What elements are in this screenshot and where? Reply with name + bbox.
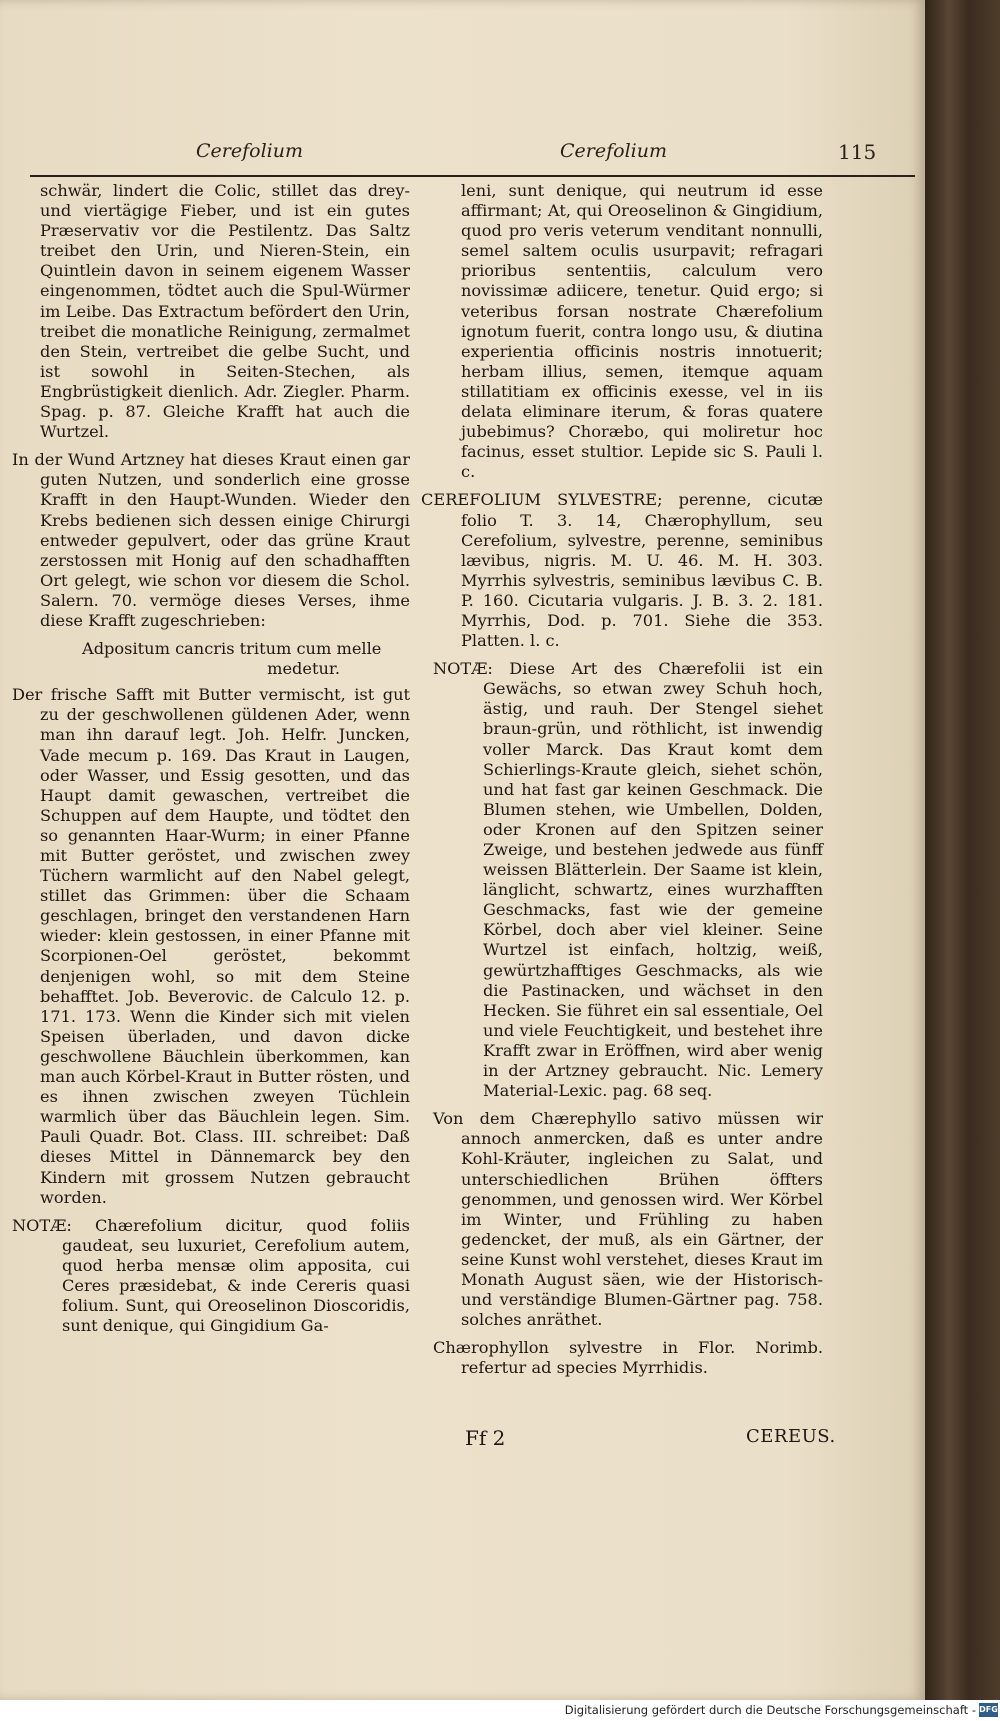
header-rule <box>30 175 915 177</box>
left-column <box>12 181 410 1344</box>
paragraph-right-1: leni, sunt denique, qui neutrum id esse affirmant; At, qui Oreoselinon & Gingidium, quod pro veris veterum venditant nonnulli, semel saltem oculis usurpavit; refragari prioribus sententiis, calculum vero novissimæ adiicere, tenetur. Quid ergo; si veteribus forsan nostrate Chærefolium ignotum fuerit, contra longo usu, & diutina experientia officinis nostris innotuerit; herbam illius, semen, itemque aquam stillatitiam ex officinis exesse, vel in iis delata eliminare iterum, & foras quatere jubebimus? Choræbo, qui moliretur hoc facinus, esset stultior. Lepide sic S. Pauli l. c. <box>461 181 823 482</box>
page-number: 115 <box>838 140 877 164</box>
paragraph-left-3: Der frische Safft mit Butter vermischt, ist gut zu der geschwollenen güldenen Ader, wenn man ihn darauf legt. Joh. Helfr. Juncken, Vade mecum p. 169. Das Kraut in Laugen, oder Wasser, und Essig gesotten, und das Haupt damit gewaschen, vertreibet die Schuppen auf dem Haupte, und tödtet den so genannten Haar-Wurm; in einer Pfanne mit Butter geröstet, und zwischen zwey Tüchern warmlicht auf den Nabel gelegt, stillet das Grimmen: über die Schaam geschlagen, bringet den verstandenen Harn wieder: klein gestossen, in einer Pfanne mit Scorpionen-Oel geröstet, bekommt denjenigen wohl, so mit dem Steine behafftet. Job. Beverovic. de Calculo 12. p. 171. 173. Wenn die Kinder sich mit vielen Speisen überladen, und davon dicke geschwollene Bäuchlein überkommen, kan man auch Körbel-Kraut in Butter rösten, und es ihnen zwischen zweyen Tüchlein warmlich über das Bäuchlein legen. Sim. Pauli Quadr. Bot. Class. III. schreibet: Daß dieses Mittel in Dännemarck bey den Kindern mit grossem Nutzen gebraucht worden. <box>12 685 410 1207</box>
dfg-logo: DFG <box>979 1703 998 1717</box>
paragraph-right-norimb: Chærophyllon sylvestre in Flor. Norimb. refertur ad species Myrrhidis. <box>433 1338 823 1378</box>
paragraph-left-1: schwär, lindert die Colic, stillet das drey- und viertägige Fieber, und ist ein gutes Præservativ vor die Pestilentz. Das Saltz treibet den Urin, und Nieren-Stein, ein Quintlein davon in seinem eigenem Wasser eingenommen, tödtet auch die Spul-Würmer im Leibe. Das Extractum befördert den Urin, treibet die monatliche Reinigung, zermalmet den Stein, vertreibet die gelbe Sucht, und ist sowohl in Seiten-Stechen, als Engbrüstigkeit dienlich. Adr. Ziegler. Pharm. Spag. p. 87. Gleiche Krafft hat auch die Wurtzel. <box>40 181 410 442</box>
verse-line-1: Adpositum cancris tritum cum melle <box>82 639 382 659</box>
verse-line-2: medetur. <box>267 659 340 679</box>
right-column <box>421 181 823 1386</box>
notae-right: NOTÆ: Diese Art des Chærefolii ist ein Gewächs, so etwan zwey Schuh hoch, ästig, und rauh. Der Stengel siehet braun-grün, und röthlicht, ist inwendig voller Marck. Das Kraut komt dem Schierlings-Kraute gleich, siehet schön, und hat fast gar keinen Geschmack. Die Blumen stehen, wie Umbellen, Dolden, oder Kronen auf den Spitzen seiner Zweige, und bestehen jedwede aus fünff weissen Blätterlein. Der Saame ist klein, länglicht, schwartz, eines wurzhafften Geschmacks, fast wie der gemeine Körbel, doch aber viel kleiner. Seine Wurtzel ist einfach, holtzig, weiß, gewürtzhafftiges Geschmacks, als wie die Pastinacken, und wächset in den Hecken. Sie führet ein sal essentiale, Oel und viele Feuchtigkeit, und bestehet ihre Krafft zwar in Eröffnen, wird aber wenig in der Artzney gebraucht. Nic. Lemery Material-Lexic. pag. 68 seq. <box>433 659 823 1101</box>
paragraph-right-sativo: Von dem Chærephyllo sativo müssen wir annoch anmercken, daß es unter andre Kohl-Kräuter, ingleichen zu Salat, und unterschiedlichen Brühen öffters genommen, und genossen wird. Wer Körbel im Winter, und Frühling zu haben gedencket, der muß, als ein Gärtner, der seine Kunst wohl verstehet, dieses Kraut im Monath August säen, wie der Historisch- und verständige Blumen-Gärtner pag. 758. solches anräthet. <box>433 1109 823 1330</box>
notae-left: NOTÆ: Chærefolium dicitur, quod foliis gaudeat, seu luxuriet, Cerefolium autem, quod herba mensæ olim apposita, cui Ceres præsidebat, & inde Cereris quasi folium. Sunt, qui Oreoselinon Dioscoridis, sunt denique, qui Gingidium Ga- <box>12 1215 410 1336</box>
digitization-footer <box>0 1700 1000 1721</box>
book-spine <box>922 0 1000 1721</box>
catchword: CEREUS. <box>746 1426 836 1447</box>
paragraph-left-2: In der Wund Artzney hat dieses Kraut einen gar guten Nutzen, und sonderlich eine grosse Krafft in den Haupt-Wunden. Wieder den Krebs bedienen sich dessen einige Chirurgi entweder gepulvert, oder das grüne Kraut zerstossen mit Honig auf den schadhafften Ort gelegt, wie schon vor diesem die Schol. Salern. 70. vermöge dieses Verses, ihme diese Krafft zugeschrieben: <box>12 450 410 630</box>
running-header <box>20 140 908 178</box>
header-center-word: Cerefolium <box>560 140 667 162</box>
header-left-word: Cerefolium <box>196 140 303 162</box>
footer-credit: Digitalisierung gefördert durch die Deutsche Forschungsgemeinschaft - <box>564 1703 976 1717</box>
entry-cerefolium-sylvestre: CEREFOLIUM SYLVESTRE; perenne, cicutæ folio T. 3. 14, Chærophyllum, seu Cerefolium, sylvestre, perenne, seminibus lævibus, nigris. M. U. 46. M. H. 303. Myrrhis sylvestris, seminibus lævibus C. B. P. 160. Cicutaria vulgaris. J. B. 3. 2. 181. Myrrhis, Dod. p. 701. Siehe die 353. Platten. l. c. <box>421 490 823 651</box>
verse-quote <box>82 639 410 679</box>
signature-mark: Ff 2 <box>465 1426 506 1450</box>
